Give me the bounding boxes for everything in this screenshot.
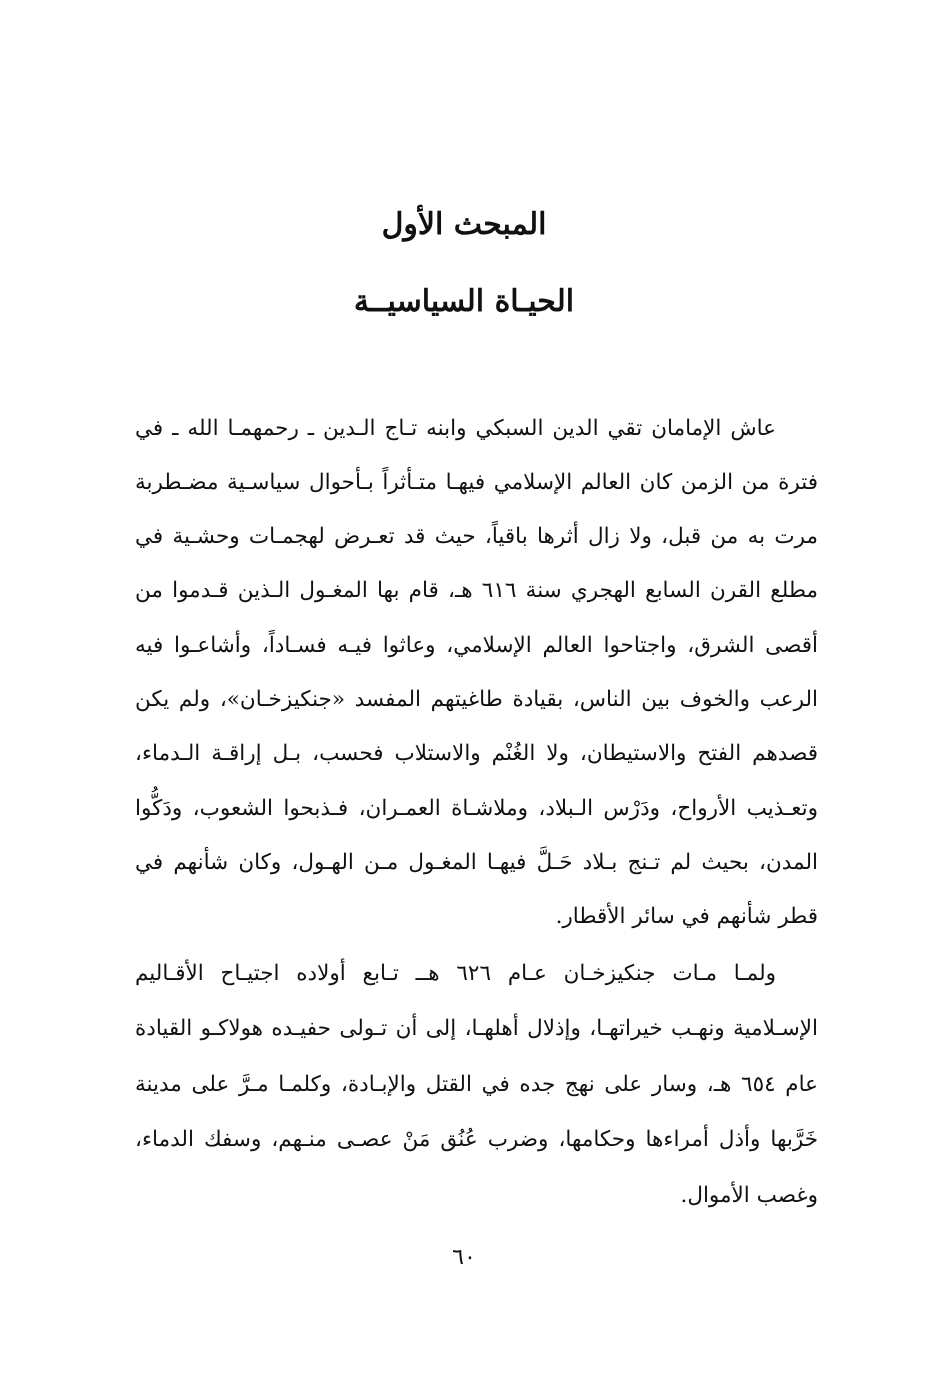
page-number: ٦٠ — [452, 1245, 476, 1270]
section-title: الحيـاة السياسيــة — [353, 284, 575, 319]
paragraph-political-life-intro: عاش الإمامان تقي الدين السبكي وابنه تـاج الـدين ـ رحمهمـا الله ـ في فترة من الزمن كان العالم الإسلامي فيهـا متـأثراً بـأحوال سياسـية مضـطربة مرت به من قبل، ولا زال أثرها باقياً، حيث قد تعـرض لهجمـات وحشـية في مطلع القرن السابع الهجري سنة ٦١٦ هـ، قام بها المغـول الـذين قـدموا من أقصى الشرق، واجتاحوا العالم الإسلامي، وعاثوا فيـه فسـاداً، وأشاعـوا فيه الرعب والخوف بين الناس، بقيادة طاغيتهم المفسد «جنكيزخـان»، ولم يكن قصدهم الفتح والاستيطان، ولا الغُنْم والاستلاب فحسب، بـل إراقـة الـدماء، وتعـذيب الأرواح، ودَرْس الـبلاد، وملاشـاة العمـران، فـذبحوا الشعوب، ودَكُّوا المدن، بحيث لم تـنج بـلاد حَـلَّ فيهـا المغـول مـن الهـول، وكان شأنهم في قطر شأنهم في سائر الأقطار. — [135, 415, 818, 930]
paragraph-genghis-successors: ولمـا مـات جنكيزخـان عـام ٦٢٦ هــ تـابع أولاده اجتيـاح الأقـاليم الإسـلامية ونهـب خيراتهـا، وإذلال أهلهـا، إلى أن تـولى حفيـده هولاكـو القيادة عام ٦٥٤ هـ، وسار على نهج جده في القتل والإبـادة، وكلمـا مـرَّ على مدينة خَرَّبها وأذل أمراءها وحكامها، وضرب عُنُق مَنْ عصـى منـهم، وسفك الدماء، وغصب الأموال. — [135, 960, 819, 1208]
chapter-title: المبحث الأول — [381, 207, 547, 242]
